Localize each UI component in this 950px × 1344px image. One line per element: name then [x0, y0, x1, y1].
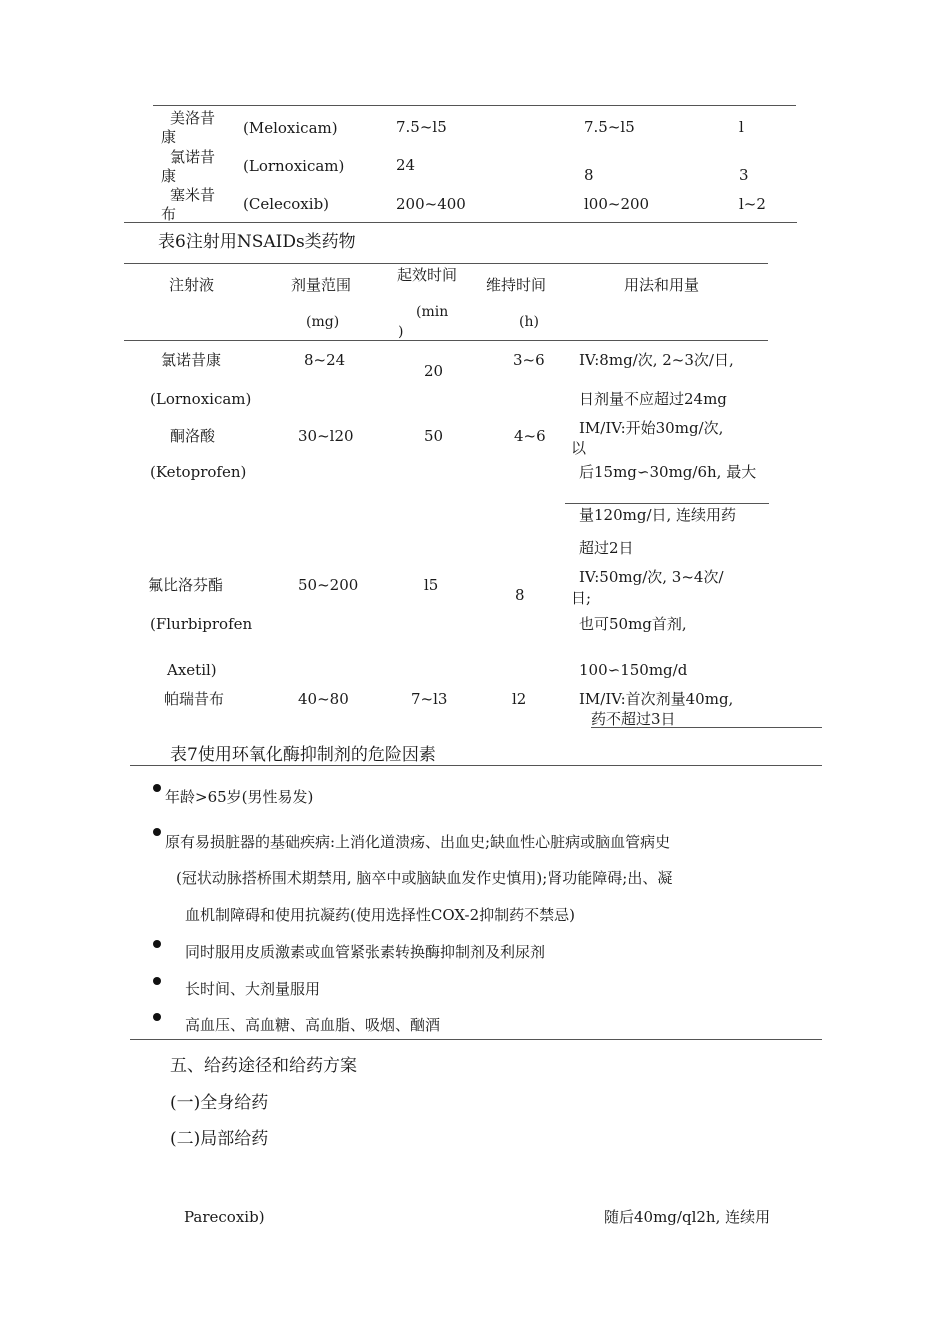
top-row1-name-l2: 康 — [161, 128, 177, 146]
table6-header-rule — [124, 340, 768, 341]
t6-row2-usage-1: IM/IV:开始30mg/次, — [579, 419, 724, 437]
table6-header-col5: 用法和用量 — [624, 276, 700, 294]
table6-title: 表6注射用NSAIDs类药物 — [158, 232, 356, 252]
t6-row1-usage-2: 日剂量不应超过24mg — [579, 390, 727, 408]
top-row1-name-l1: 美洛昔 — [170, 109, 216, 127]
t6-row3-dose: 50~200 — [298, 576, 359, 594]
t6-row4-usage-1: IM/IV:首次剂量40mg, — [579, 690, 734, 708]
t6-row4-name: 帕瑞昔布 — [164, 690, 225, 708]
t6-row4-usage-2: 药不超过3日 — [591, 710, 676, 728]
bullet-dot-1 — [153, 784, 161, 792]
risk-item-2-cont2: 血机制障碍和使用抗凝药(使用选择性COX-2抑制药不禁忌) — [185, 906, 575, 924]
table6-header-col4-unit: (h) — [519, 314, 539, 330]
t6-row3-latin-a: (Flurbiprofen — [150, 615, 253, 633]
top-row1-latin: (Meloxicam) — [243, 119, 338, 137]
section-5-1-heading: (一)全身给药 — [170, 1093, 269, 1113]
t6-row2-usage-4: 量120mg/日, 连续用药 — [579, 506, 737, 524]
t6-row4-underline — [591, 727, 822, 728]
t6-row1-onset: 20 — [424, 362, 444, 380]
t6-row1-duration: 3~6 — [513, 351, 545, 369]
top-row1-c3: l — [739, 118, 744, 136]
t6-row4-onset: 7~l3 — [411, 690, 448, 708]
table6-header-col3: 起效时间 — [397, 266, 458, 284]
t6-row2-dose: 30~l20 — [298, 427, 354, 445]
top-row3-c1: 200~400 — [396, 195, 466, 213]
table7-top-rule — [130, 765, 822, 766]
t6-row3-latin-b: Axetil) — [167, 661, 217, 679]
t6-row3-usage-2: 日; — [571, 589, 592, 607]
top-table-bottom-rule — [124, 222, 797, 223]
top-row1-c1: 7.5~l5 — [396, 118, 447, 136]
t6-row3-duration: 8 — [515, 586, 525, 604]
table6-header-col1: 注射液 — [169, 276, 215, 294]
risk-item-3: 同时服用皮质激素或血管紧张素转换酶抑制剂及利尿剂 — [185, 943, 546, 961]
table7-title: 表7使用环氧化酶抑制剂的危险因素 — [170, 745, 436, 765]
top-row2-c2: 8 — [584, 166, 594, 184]
t6-row2-name: 酮洛酸 — [170, 427, 216, 445]
top-row2-latin: (Lornoxicam) — [243, 157, 345, 175]
t6-row4-dose: 40~80 — [298, 690, 349, 708]
t6-row3-usage-4: 100∽150mg/d — [579, 661, 688, 679]
risk-item-5: 高血压、高血糖、高血脂、吸烟、酗酒 — [185, 1016, 441, 1034]
t6-row2-usage-5: 超过2日 — [579, 539, 634, 557]
table6-top-rule — [124, 263, 768, 264]
t6-row2-usage-2: 以 — [571, 439, 587, 457]
bullet-dot-2 — [153, 828, 161, 836]
table6-header-col3-unit-b: ) — [398, 324, 404, 340]
t6-usage-rule — [565, 503, 769, 504]
t6-row3-usage-1: IV:50mg/次, 3~4次/ — [579, 568, 724, 586]
bullet-dot-4 — [153, 977, 161, 985]
t6-row1-name: 氯诺昔康 — [161, 351, 222, 369]
t6-row4-latin: Parecoxib) — [184, 1208, 265, 1226]
top-row2-name-l2: 康 — [161, 167, 177, 185]
risk-item-1: 年龄>65岁(男性易发) — [165, 788, 314, 806]
t6-row4-duration: l2 — [512, 690, 527, 708]
table6-header-col2-unit: (mg) — [306, 314, 340, 330]
section-5-heading: 五、给药途径和给药方案 — [170, 1056, 357, 1076]
risk-item-2-cont1: (冠状动脉搭桥围术期禁用, 脑卒中或脑缺血发作史慎用);肾功能障碍;出、凝 — [176, 869, 673, 887]
t6-row2-usage-3: 后15mg∽30mg/6h, 最大 — [579, 463, 757, 481]
bullet-dot-5 — [153, 1013, 161, 1021]
top-row3-c3: l~2 — [739, 195, 766, 213]
top-row2-c3: 3 — [739, 166, 749, 184]
t6-row4-usage-3: 随后40mg/ql2h, 连续用 — [604, 1208, 771, 1226]
t6-row1-usage-1: IV:8mg/次, 2~3次/日, — [579, 351, 734, 369]
top-row1-c2: 7.5~l5 — [584, 118, 635, 136]
t6-row3-name: 氟比洛芬酯 — [148, 576, 224, 594]
bullet-dot-3 — [153, 940, 161, 948]
t6-row2-duration: 4~6 — [514, 427, 546, 445]
t6-row3-onset: l5 — [424, 576, 439, 594]
table6-header-col4: 维持时间 — [486, 276, 547, 294]
t6-row3-usage-3: 也可50mg首剂, — [579, 615, 687, 633]
t6-row1-latin: (Lornoxicam) — [150, 390, 252, 408]
top-row2-name-l1: 氯诺昔 — [170, 148, 216, 166]
top-row3-c2: l00~200 — [584, 195, 650, 213]
table7-bottom-rule — [130, 1039, 822, 1040]
top-row2-c1: 24 — [396, 156, 416, 174]
t6-row2-latin: (Ketoprofen) — [150, 463, 247, 481]
top-row3-name-l1: 塞米昔 — [170, 186, 216, 204]
section-5-2-heading: (二)局部给药 — [170, 1129, 269, 1149]
risk-item-2: 原有易损脏器的基础疾病:上消化道溃疡、出血史;缺血性心脏病或脑血管病史 — [165, 833, 671, 851]
table6-header-col2: 剂量范围 — [291, 276, 352, 294]
risk-item-4: 长时间、大剂量服用 — [185, 980, 321, 998]
table6-header-col3-unit-a: (min — [416, 304, 449, 320]
t6-row1-dose: 8~24 — [304, 351, 346, 369]
top-row3-latin: (Celecoxib) — [243, 195, 330, 213]
top-row3-name-l2: 布 — [161, 205, 177, 223]
top-table-top-rule — [153, 105, 796, 106]
t6-row2-onset: 50 — [424, 427, 444, 445]
